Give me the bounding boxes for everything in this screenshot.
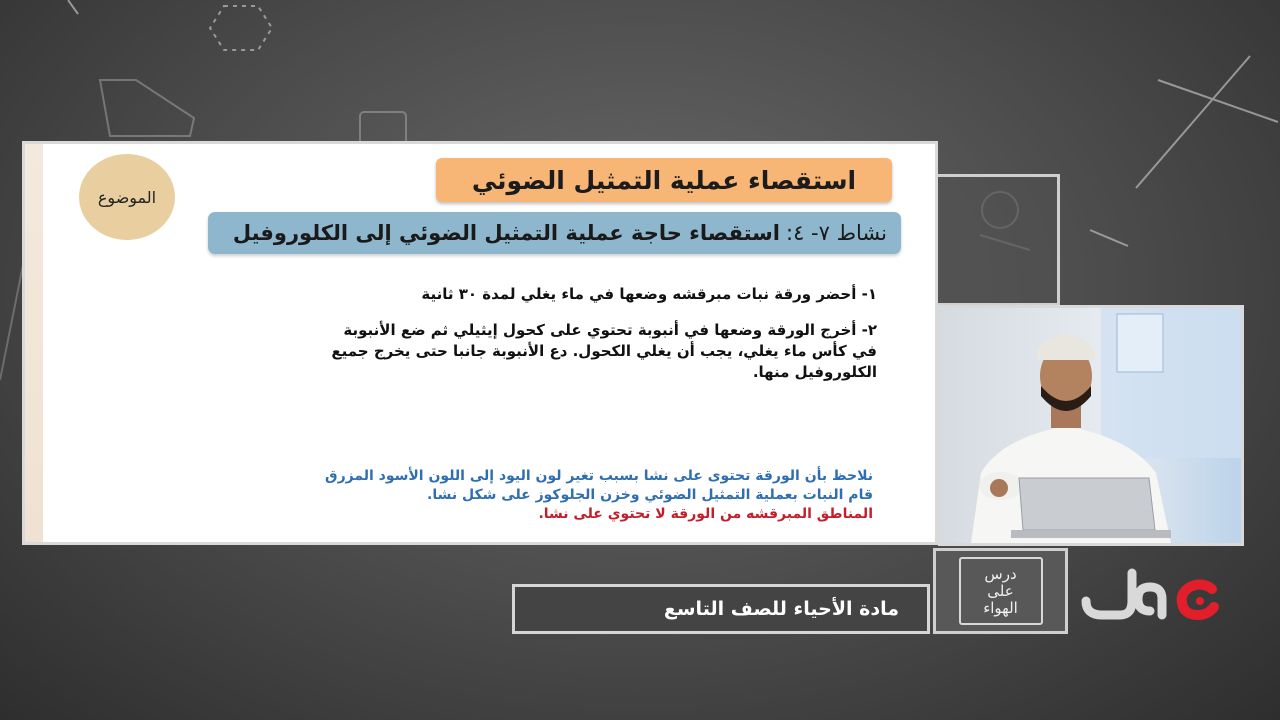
step-2: ٢- أخرج الورقة وضعها في أنبوبة تحتوي على كحول إيثيلي ثم ضع الأنبوبة في كأس ماء يغلي، يجب أن يغلي الكحول. دع الأنبوبة جانبا حتى يخرج جميع الكلوروفيل منها.	[331, 321, 877, 381]
board-frame	[928, 174, 1060, 306]
subject-caption: مادة الأحياء للصف التاسع	[512, 584, 930, 634]
lesson-slide	[22, 141, 938, 545]
step-1: ١- أحضر ورقة نبات مبرقشه وضعها في ماء يغلي لمدة ٣٠ ثانية	[421, 285, 877, 303]
activity-number: نشاط ٧- ٤:	[786, 221, 887, 245]
show-logo-line2: على	[987, 581, 1014, 600]
procedure-steps	[317, 284, 877, 398]
presenter-figure	[941, 308, 1241, 543]
show-logo-line1: درس	[984, 564, 1017, 583]
activity-bar	[208, 212, 901, 254]
note-line-1: نلاحظ بأن الورقة تحتوى على نشا بسبب تغير لون اليود إلى اللون الأسود المزرق	[325, 468, 873, 484]
slide-title: استقصاء عملية التمثيل الضوئي	[436, 158, 892, 202]
show-logo-line3: الهواء	[983, 598, 1018, 617]
slide-stripe	[25, 144, 43, 542]
note-line-2: قام النبات بعملية التمثيل الضوئي وخزن الجلوكوز على شكل نشا.	[427, 487, 873, 503]
show-logo	[933, 548, 1068, 634]
oman-tv-logo-icon	[1080, 565, 1228, 631]
topic-badge: الموضوع	[79, 154, 175, 240]
activity-title: استقصاء حاجة عملية التمثيل الضوئي إلى الكلوروفيل	[232, 221, 781, 245]
presenter-video	[938, 305, 1244, 546]
note-line-3: المناطق المبرقشه من الورقة لا تحتوي على نشا.	[538, 506, 873, 522]
observation-notes	[233, 467, 873, 524]
